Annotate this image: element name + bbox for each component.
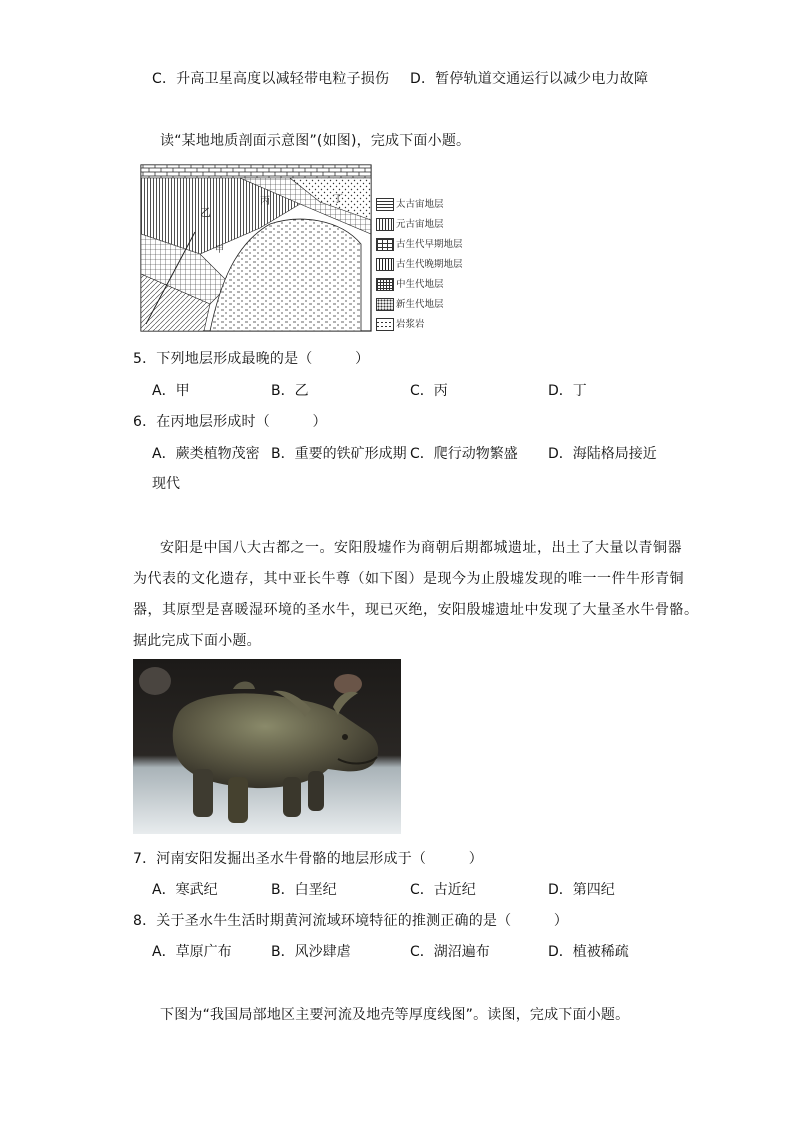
q8-stem: 8．关于圣水牛生活时期黄河流域环境特征的推测正确的是（ ） (133, 913, 569, 929)
q8-option-d: D．植被稀疏 (548, 944, 629, 960)
label-ding: 丁 (333, 194, 343, 205)
passage-line-1: 安阳是中国八大古都之一。安阳殷墟作为商朝后期都城遗址，出土了大量以青铜器 (160, 540, 682, 556)
map-intro: 下图为“我国局部地区主要河流及地壳等厚度线图”。读图，完成下面小题。 (160, 1007, 630, 1023)
q5-stem: 5．下列地层形成最晚的是（ ） (133, 351, 370, 367)
q7-option-a: A．寒武纪 (152, 882, 218, 898)
passage-line-2: 为代表的文化遗存，其中亚长牛尊（如下图）是现今为止殷墟发现的唯一一件牛形青铜 (133, 571, 684, 587)
legend-text: 新生代地层 (396, 299, 444, 310)
q6-option-a: A．蕨类植物茂密 (152, 446, 260, 462)
label-bing: 丙 (260, 196, 270, 207)
legend-text: 元古宙地层 (396, 219, 444, 230)
legend-text: 中生代地层 (396, 279, 444, 290)
q7-option-b: B．白垩纪 (271, 882, 337, 898)
q7-stem: 7．河南安阳发掘出圣水牛骨骼的地层形成于（ ） (133, 851, 483, 867)
q8-option-a: A．草原广布 (152, 944, 232, 960)
bronze-ox-photo (133, 659, 401, 834)
q8-option-c: C．湖沼遍布 (410, 944, 490, 960)
q6-option-c: C．爬行动物繁盛 (410, 446, 518, 462)
q5-option-c: C．丙 (410, 383, 448, 399)
q7-option-c: C．古近纪 (410, 882, 476, 898)
geologic-section-figure (140, 164, 372, 332)
label-yi: 乙 (200, 206, 211, 219)
q6-option-d-continued: 现代 (152, 476, 180, 492)
legend-text: 岩浆岩 (396, 319, 425, 330)
passage-line-4: 据此完成下面小题。 (133, 633, 261, 649)
passage-line-3: 器，其原型是喜暖湿环境的圣水牛，现已灭绝，安阳殷墟遗址中发现了大量圣水牛骨骼。 (133, 602, 699, 618)
option-d-prev: D．暂停轨道交通运行以减少电力故障 (410, 71, 649, 87)
q8-option-b: B．风沙肆虐 (271, 944, 351, 960)
q5-option-b: B．乙 (271, 383, 309, 399)
figure-intro: 读“某地地质剖面示意图”(如图)，完成下面小题。 (160, 133, 471, 149)
q6-option-b: B．重要的铁矿形成期 (271, 446, 407, 462)
label-jia: 甲 (215, 245, 225, 255)
option-c-prev: C．升高卫星高度以减轻带电粒子损伤 (152, 71, 390, 87)
q5-option-d: D．丁 (548, 383, 587, 399)
q6-stem: 6．在丙地层形成时（ ） (133, 414, 327, 430)
legend-text: 古生代早期地层 (396, 239, 463, 250)
legend-text: 古生代晚期地层 (396, 259, 463, 270)
q5-option-a: A．甲 (152, 383, 190, 399)
q7-option-d: D．第四纪 (548, 882, 615, 898)
legend-text: 太古宙地层 (396, 199, 444, 210)
q6-option-d: D．海陆格局接近 (548, 446, 657, 462)
